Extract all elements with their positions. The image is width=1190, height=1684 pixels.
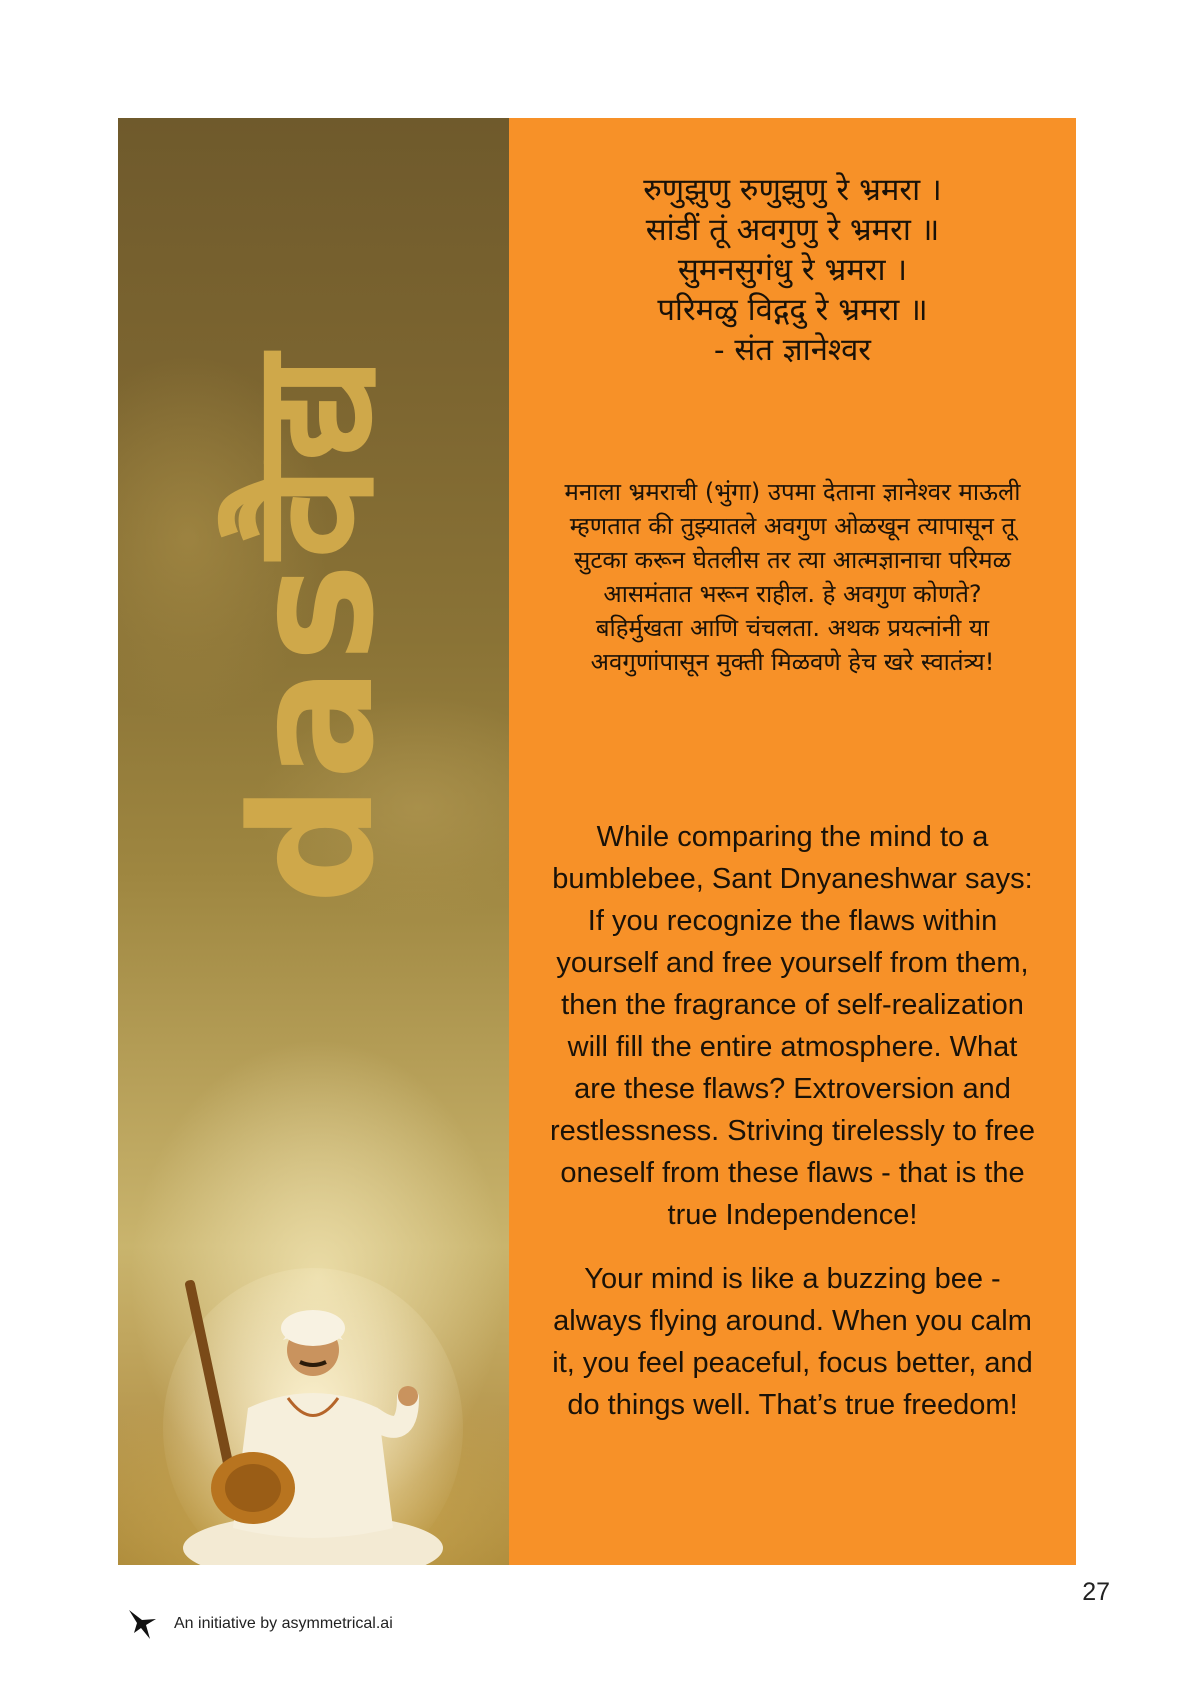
vertical-title: dasवैद्य bbox=[215, 351, 411, 905]
english-paragraph-2 bbox=[509, 1258, 1076, 1426]
paragraph-line: always flying around. When you calm bbox=[553, 1305, 1032, 1337]
paragraph-line: will fill the entire atmosphere. What bbox=[567, 1031, 1018, 1063]
paragraph-line: बहिर्मुखता आणि चंचलता. अथक प्रयत्नांनी या bbox=[595, 614, 990, 642]
paragraph-line: मनाला भ्रमराची (भुंगा) उपमा देताना ज्ञानेश्वर माऊली bbox=[564, 478, 1021, 506]
saint-illustration bbox=[158, 1258, 468, 1565]
paragraph-line: अवगुणांपासून मुक्ती मिळवणे हेच खरे स्वातंत्र्य! bbox=[590, 648, 995, 676]
poem-line: सुमनसुगंधु रे भ्रमरा । bbox=[677, 252, 908, 288]
paragraph-line: then the fragrance of self-realization bbox=[561, 989, 1024, 1021]
poem-attribution: - संत ज्ञानेश्वर bbox=[713, 332, 871, 368]
page-number: 27 bbox=[1082, 1578, 1110, 1606]
poem bbox=[509, 170, 1076, 370]
poem-line: परिमळु विद्गदु रे भ्रमरा ॥ bbox=[657, 292, 928, 328]
paragraph-line: are these flaws? Extroversion and bbox=[574, 1073, 1011, 1105]
bird-logo-icon bbox=[126, 1606, 162, 1642]
paragraph-line: restlessness. Striving tirelessly to free bbox=[549, 1115, 1036, 1147]
artwork-panel bbox=[118, 118, 509, 1565]
paragraph-line: do things well. That’s true freedom! bbox=[567, 1389, 1018, 1421]
paragraph-line: bumblebee, Sant Dnyaneshwar says: bbox=[552, 863, 1033, 895]
footer bbox=[126, 1604, 393, 1644]
english-paragraph bbox=[509, 816, 1076, 1236]
paragraph-line: true Independence! bbox=[667, 1199, 918, 1231]
paragraph-line: yourself and free yourself from them, bbox=[556, 947, 1029, 979]
paragraph-line: म्हणतात की तुझ्यातले अवगुण ओळखून त्यापासून तू bbox=[569, 512, 1016, 540]
paragraph-line: If you recognize the flaws within bbox=[587, 905, 998, 937]
paragraph-line: आसमंतात भरून राहील. हे अवगुण कोणते? bbox=[603, 580, 982, 608]
paragraph-line: Your mind is like a buzzing bee - bbox=[584, 1263, 1001, 1295]
paragraph-line: While comparing the mind to a bbox=[596, 821, 989, 853]
paragraph-line: सुटका करून घेतलीस तर त्या आत्मज्ञानाचा परिमळ bbox=[574, 546, 1011, 574]
text-panel bbox=[509, 118, 1076, 1565]
initiative-text: An initiative by asymmetrical.ai bbox=[174, 1615, 393, 1632]
poem-line: सांडीं तूं अवगुणु रे भ्रमरा ॥ bbox=[645, 212, 940, 248]
marathi-paragraph bbox=[517, 475, 1068, 679]
poem-line: रुणुझुणु रुणुझुणु रे भ्रमरा । bbox=[643, 172, 942, 208]
paragraph-line: oneself from these flaws - that is the bbox=[560, 1157, 1025, 1189]
paragraph-line: it, you feel peaceful, focus better, and bbox=[552, 1347, 1033, 1379]
